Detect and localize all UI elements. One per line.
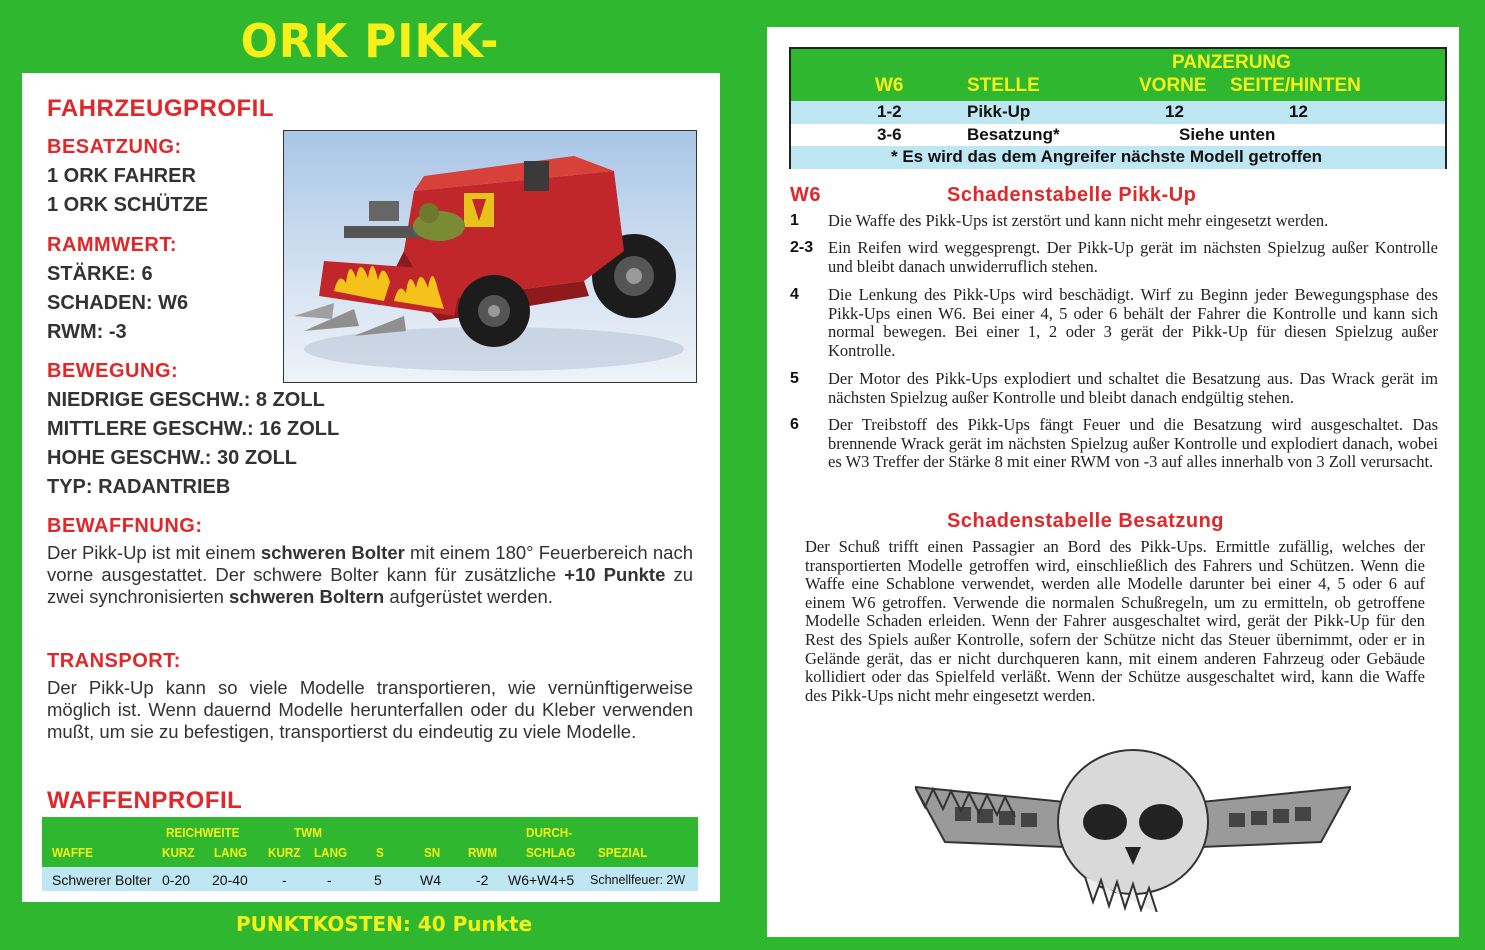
weapon-table-header [42, 817, 698, 867]
ram-line: SCHADEN: W6 [47, 292, 189, 314]
col-front: VORNE [1139, 75, 1207, 96]
col-armour: PANZERUNG [1172, 52, 1291, 73]
cell-s: 5 [374, 872, 382, 888]
profile-heading: FAHRZEUGPROFIL [47, 95, 274, 122]
col-twm-short: KURZ [268, 845, 301, 860]
crew-damage-heading: Schadenstabelle Besatzung [947, 510, 1225, 532]
cell-sn: W4 [420, 872, 441, 888]
weapon-profile-table [42, 817, 698, 891]
table-row [791, 124, 1445, 147]
cell-twm-long: - [327, 872, 332, 888]
col-twm-long: LANG [314, 845, 348, 860]
cell-side: 12 [1289, 102, 1308, 121]
col-location: STELLE [967, 75, 1040, 96]
col-range-short: KURZ [162, 845, 195, 860]
arms-label: BEWAFFNUNG: [47, 515, 203, 537]
damage-text: Die Lenkung des Pikk-Ups wird beschädigt. Wirf zu Beginn jeder Bewegungsphase des Pikk-Ups einen W6. Bei einer 4, 5 oder 6 behält der Fahrer die Kontrolle und kann sich normal bewegen. Bei einer 1, 2 oder 3 gerät der Pikk-Up für diesen Spielzug außer Kontrolle. [828, 285, 1438, 360]
cell-short: 0-20 [162, 872, 191, 888]
col-side: SEITE/HINTEN [1230, 75, 1361, 96]
crew-label: BESATZUNG: [47, 136, 182, 158]
move-line: TYP: RADANTRIEB [47, 476, 231, 498]
ram-label: RAMMWERT: [47, 234, 178, 256]
damage-roll: 2-3 [790, 239, 814, 256]
damage-text: Der Treibstoff des Pikk-Ups fängt Feuer und die Besatzung wird ausgeschaltet. Das brennende Wrack gerät im nächsten Spielzug außer Kontrolle und explodiert danach, wobei es W3 Treffer der Stärke 8 mit einer RWM von -3 auf alles innerhalb von 3 Zoll verursacht. [828, 415, 1438, 472]
cell-roll: 1-2 [877, 102, 902, 121]
damage-roll: 6 [790, 416, 799, 433]
damage-text: Die Waffe des Pikk-Ups ist zerstört und kann nicht mehr eingesetzt werden. [828, 211, 1329, 230]
ram-line: RWM: -3 [47, 321, 127, 343]
armour-table-header [791, 49, 1445, 101]
damage-panel [767, 27, 1459, 937]
damage-text: Ein Reifen wird weggesprengt. Der Pikk-Up gerät im nächsten Spielzug außer Kontrolle und bleibt danach unwiderruflich stehen. [828, 238, 1438, 276]
damage-roll: 5 [790, 370, 799, 387]
damage-text: Der Motor des Pikk-Ups explodiert und schaltet die Besatzung aus. Das Wrack gerät im nächsten Spielzug außer Kontrolle und bleibt danach endgültig stehen. [828, 369, 1438, 407]
cell-merged: Siehe unten [1179, 125, 1276, 144]
points-cost: PUNKTKOSTEN: 40 Punkte [236, 912, 533, 936]
armour-table [789, 47, 1447, 169]
crew-damage-text: Der Schuß trifft einen Passagier an Bord des Pikk-Ups. Ermittle zufällig, welches der transportierten Modelle getroffen wird, einschließlich des Fahrers und Schützen. Wenn die Waffe eine Schablone verwendet, werden alle Modelle darunter bei einer 4, 5 oder 6 auf einem W6 getroffen. Verwende die normalen Schußregeln, um zu ermitteln, ob getroffene Modelle Schaden erleiden. Wenn der Fahrer ausgeschaltet wird, gerät der Pikk-Up für den Rest des Spiels außer Kontrolle, sofern der Schütze nicht das Steuer übernimmt, oder er in Gelände gerät, das er nicht durchqueren kann, mit einem anderen Fahrzeug oder Gebäude kollidiert oder das Spielfeld verläßt. Wenn der Schütze ausgeschaltet wird, kann die Waffe des Pikk-Ups nicht mehr eingesetzt werden. [805, 537, 1425, 705]
cell-rwm: -2 [476, 872, 489, 888]
crew-line: 1 ORK SCHÜTZE [47, 194, 209, 216]
cell-special: Schnellfeuer: 2W [590, 873, 686, 887]
col-sn: SN [424, 845, 441, 860]
col-penetration: DURCH- [526, 825, 573, 840]
col-penetration-2: SCHLAG [526, 845, 576, 860]
col-range-long: LANG [214, 845, 248, 860]
col-range: REICHWEITE [166, 825, 240, 840]
cell-front: 12 [1165, 102, 1184, 121]
weapon-heading: WAFFENPROFIL [47, 787, 243, 814]
cell-penetration: W6+W4+5 [508, 872, 575, 888]
col-w6: W6 [875, 75, 904, 96]
skull-emblem-icon [915, 747, 1351, 912]
move-line: MITTLERE GESCHW.: 16 ZOLL [47, 418, 340, 440]
table-row [42, 867, 698, 891]
crew-line: 1 ORK FAHRER [47, 165, 196, 187]
col-weapon: WAFFE [52, 845, 93, 860]
cell-roll: 3-6 [877, 125, 902, 144]
cell-location: Pikk-Up [967, 102, 1031, 121]
cell-location: Besatzung* [967, 125, 1060, 144]
cell-long: 20-40 [212, 872, 248, 888]
move-line: NIEDRIGE GESCHW.: 8 ZOLL [47, 389, 325, 411]
damage-table-heading: Schadenstabelle Pikk-Up [947, 184, 1197, 206]
col-twm: TWM [294, 825, 322, 840]
transport-text: Der Pikk-Up kann so viele Modelle transportieren, wie vernünftigerweise möglich ist. Wenn dauernd Modelle herunterfallen oder du Kleber verwenden mußt, um sie zu befestigen, transportierst du eindeutig zu viele Modelle. [47, 677, 693, 742]
damage-w6-label: W6 [790, 184, 821, 206]
damage-roll: 1 [790, 212, 799, 229]
armour-footnote: * Es wird das dem Angreifer nächste Modell getroffen [891, 147, 1323, 166]
table-row [791, 101, 1445, 124]
ram-line: STÄRKE: 6 [47, 263, 153, 285]
armour-footnote-row [791, 146, 1445, 169]
col-rwm: RWM [468, 845, 498, 860]
move-line: HOHE GESCHW.: 30 ZOLL [47, 447, 298, 469]
vehicle-profile-panel [22, 73, 720, 902]
transport-label: TRANSPORT: [47, 650, 181, 672]
cell-weapon: Schwerer Bolter [52, 872, 152, 888]
cell-twm-short: - [282, 872, 287, 888]
col-s: S [376, 845, 384, 860]
damage-roll: 4 [790, 286, 799, 303]
arms-text: Der Pikk-Up ist mit einem schweren Bolter mit einem 180° Feuerbereich nach vorne ausgestattet. Der schwere Bolter kann für zusätzliche +10 Punkte zu zwei synchronisierten schweren Boltern aufgerüstet werden. [47, 542, 693, 607]
ork-pikk-up-model [284, 131, 697, 383]
col-special: SPEZIAL [598, 845, 648, 860]
move-label: BEWEGUNG: [47, 360, 179, 382]
page-title: ORK PIKK- [240, 14, 500, 68]
vehicle-photo [283, 130, 697, 383]
